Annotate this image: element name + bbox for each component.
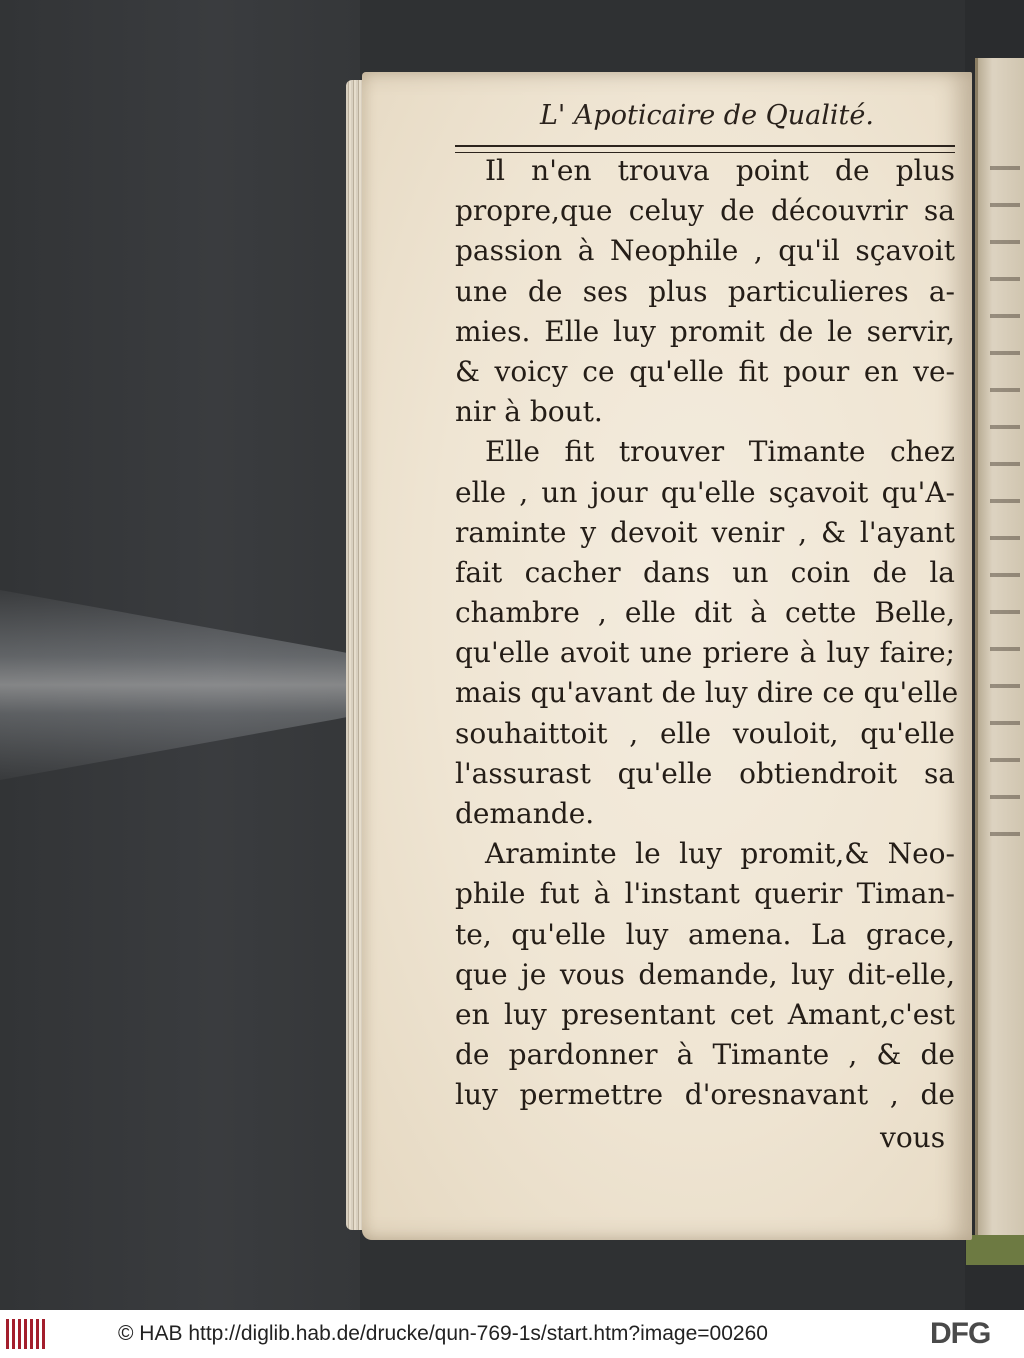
- text-line: que je vous demande, luy dit-elle,: [455, 957, 955, 991]
- source-url[interactable]: © HAB http://diglib.hab.de/drucke/qun-769-1s/start.htm?image=00260: [118, 1322, 768, 1345]
- text-line: & voicy ce qu'elle fit pour en ve-: [455, 354, 955, 388]
- text-line: l'assurast qu'elle obtiendroit sa: [455, 756, 955, 790]
- text-line: mies. Elle luy promit de le servir,: [455, 314, 955, 348]
- text-line: passion à Neophile , qu'il sçavoit: [455, 234, 955, 268]
- text-line: de pardonner à Timante , & de: [455, 1038, 955, 1072]
- catchword: vous: [880, 1121, 946, 1154]
- viewer-footer: [0, 1310, 1024, 1358]
- hab-logo-icon: [6, 1319, 46, 1349]
- text-line: une de ses plus particulieres a-: [455, 274, 955, 308]
- text-line: luy permettre d'oresnavant , de: [455, 1078, 955, 1112]
- text-line: qu'elle avoit une priere à luy faire;: [455, 636, 955, 670]
- text-line: chambre , elle dit à cette Belle,: [455, 596, 955, 630]
- facing-page-text: [990, 140, 1020, 840]
- text-line: phile fut à l'instant querir Timan-: [455, 877, 955, 911]
- text-line: Il n'en trouva point de plus: [485, 154, 955, 187]
- text-line: nir à bout.: [455, 395, 603, 429]
- page-body: [455, 151, 959, 1116]
- binding-cloth: [966, 1235, 1024, 1265]
- text-line: fait cacher dans un coin de la: [455, 555, 955, 589]
- text-line: Elle fit trouver Timante chez: [485, 435, 955, 469]
- dfg-logo: DFG: [930, 1317, 991, 1350]
- text-line: te, qu'elle luy amena. La grace,: [455, 917, 955, 951]
- text-line: mais qu'avant de luy dire ce qu'elle: [455, 676, 959, 710]
- text-line: raminte y devoit venir , & l'ayant: [455, 515, 955, 549]
- running-head: L' Apoticaire de Qualité.: [540, 100, 874, 131]
- text-line: souhaittoit , elle vouloit, qu'elle: [455, 716, 955, 750]
- text-line: demande.: [455, 797, 595, 830]
- text-line: elle , un jour qu'elle sçavoit qu'A-: [455, 475, 955, 509]
- text-line: propre,que celuy de découvrir sa: [455, 194, 955, 228]
- text-line: Araminte le luy promit,& Neo-: [485, 837, 955, 871]
- text-line: en luy presentant cet Amant,c'est: [455, 997, 955, 1031]
